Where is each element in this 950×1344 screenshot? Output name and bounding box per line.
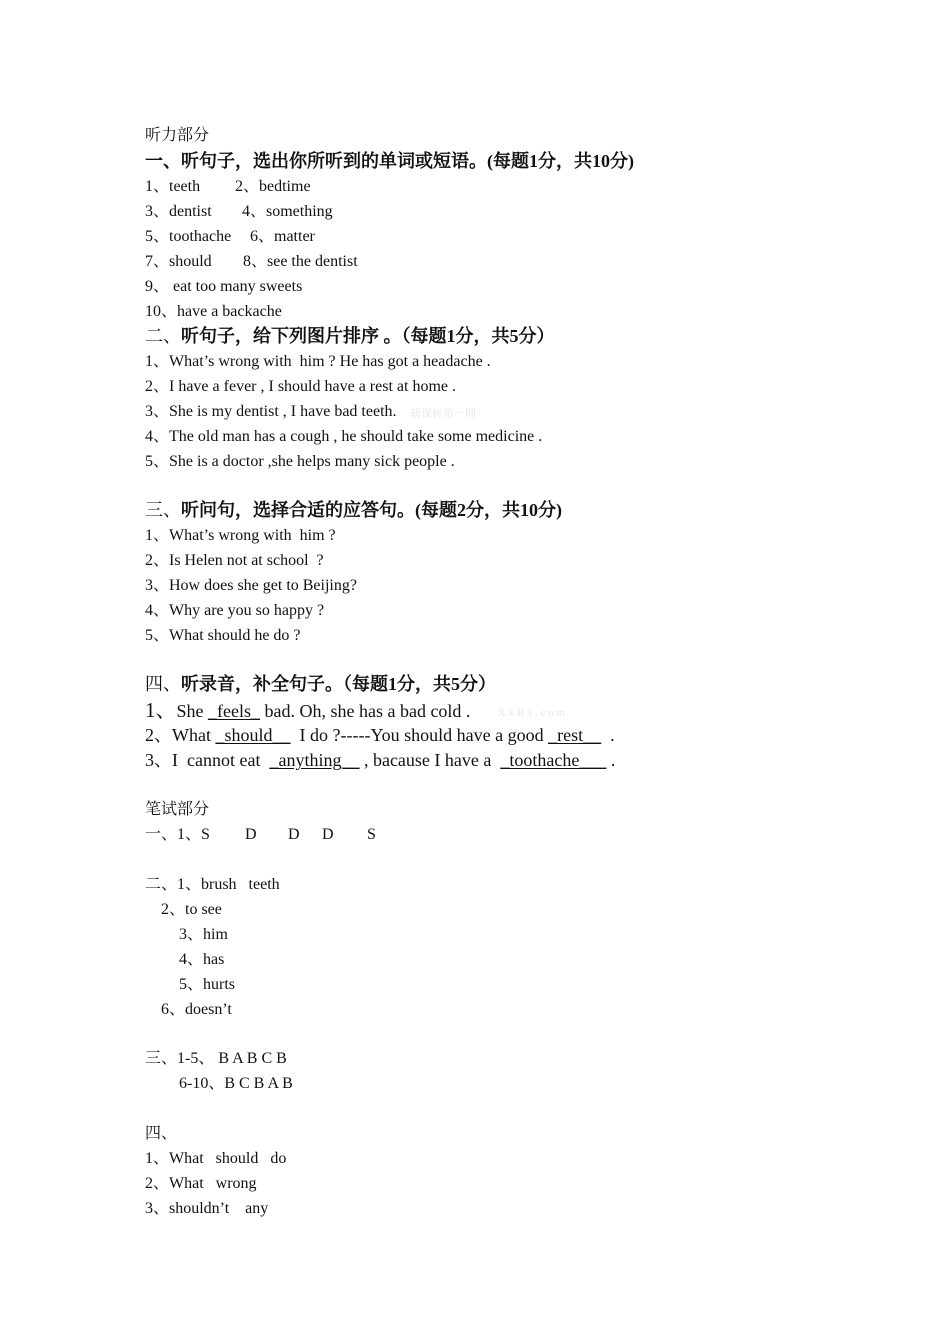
s4-q3-text-c: .: [606, 750, 616, 770]
s1-item-9: 9、 eat too many sweets: [145, 278, 303, 295]
w2-item-3: 3、him: [179, 926, 228, 943]
section4-heading-text: 听录音，补全句子。（每题1分，共5分）: [181, 674, 496, 694]
s4-q2-answer-blank-1: _should__: [215, 725, 291, 745]
s4-question-1: [145, 699, 470, 722]
s1-row-4: [145, 252, 358, 272]
s2-item-5: 5、She is a doctor ,she helps many sick people .: [145, 453, 455, 470]
w4-label: 四、: [145, 1125, 178, 1142]
w3-line-1: 三、1-5、 B A B C B: [145, 1050, 287, 1067]
watermark-url: X k B 1 . c o m: [498, 707, 566, 719]
w2-item-5: 5、hurts: [179, 976, 236, 993]
section1-heading: [145, 150, 634, 172]
s1-item-4: 4、something: [242, 203, 333, 220]
s4-question-2: [145, 724, 615, 746]
listening-title: 听力部分: [145, 127, 210, 144]
s4-q3-answer-blank-2: _toothache___: [500, 750, 607, 770]
w2-item-2: 2、to see: [161, 901, 222, 918]
s2-item-4: 4、The old man has a cough , he should take some medicine .: [145, 428, 543, 445]
w1-answer-1: 一、1、S: [145, 826, 210, 843]
w4-item-2: 2、What wrong: [145, 1175, 257, 1192]
s4-q2-text-a: What: [172, 725, 216, 745]
section2-heading: [145, 325, 555, 347]
s2-item-3: 3、She is my dentist , I have bad teeth.: [145, 403, 397, 420]
w1-answer-4: D: [322, 826, 334, 843]
w2-item-1: 二、1、brush teeth: [145, 876, 280, 893]
s2-item-1: 1、What’s wrong with him ? He has got a headache .: [145, 353, 491, 370]
s3-item-1: 1、What’s wrong with him ?: [145, 527, 336, 544]
s1-item-8: 8、see the dentist: [243, 253, 358, 270]
w4-item-3: 3、shouldn’t any: [145, 1200, 269, 1217]
s3-item-3: 3、How does she get to Beijing?: [145, 577, 357, 594]
section2-heading-num: 二、: [145, 326, 181, 346]
w4-item-1: 1、What should do: [145, 1150, 287, 1167]
s3-item-2: 2、Is Helen not at school ?: [145, 552, 324, 569]
s1-item-7: 7、should: [145, 253, 212, 270]
section3-heading-num: 三、: [145, 500, 181, 520]
s1-row-2: [145, 202, 333, 222]
s1-row-3: [145, 227, 315, 247]
s1-row-1: [145, 177, 311, 197]
section3-heading: [145, 499, 562, 521]
s1-item-2: 2、bedtime: [235, 178, 311, 195]
s1-item-1: 1、teeth: [145, 178, 201, 195]
s4-q3-text-a: I cannot eat: [172, 750, 270, 770]
section1-heading-text: 听句子，选出你所听到的单词或短语。(每题1分，共10分): [181, 151, 634, 171]
s4-q3-num: 3、: [145, 750, 172, 770]
section2-heading-text: 听句子，给下列图片排序 。（每题1分，共5分）: [181, 326, 555, 346]
s4-q2-answer-blank-2: _rest__: [548, 725, 602, 745]
s4-question-3: [145, 749, 615, 771]
s4-q2-text-b: I do ?-----You should have a good: [290, 725, 549, 745]
s4-q3-text-b: , bacause I have a: [359, 750, 501, 770]
section4-heading-num: 四、: [145, 674, 181, 694]
s4-q2-text-c: .: [601, 725, 615, 745]
w2-item-6: 6、doesn’t: [161, 1001, 232, 1018]
s4-q2-num: 2、: [145, 725, 172, 745]
section4-heading: [145, 673, 496, 695]
s3-item-4: 4、Why are you so happy ?: [145, 602, 325, 619]
section1-heading-num: 一、: [145, 151, 181, 171]
s4-q1-answer-blank: _feels_: [208, 701, 260, 721]
written-title: 笔试部分: [145, 801, 210, 818]
section3-heading-text: 听问句，选择合适的应答句。(每题2分，共10分): [181, 500, 562, 520]
w1-answer-3: D: [288, 826, 300, 843]
s4-q1-text-b: bad. Oh, she has a bad cold .: [259, 701, 471, 721]
s2-item-2: 2、I have a fever , I should have a rest at home .: [145, 378, 456, 395]
w1-answer-2: D: [245, 826, 257, 843]
s1-item-6: 6、matter: [250, 228, 315, 245]
s3-item-5: 5、What should he do ?: [145, 627, 301, 644]
s1-item-5: 5、toothache: [145, 228, 232, 245]
s1-item-10: 10、have a backache: [145, 303, 282, 320]
s4-q1-num: 1、: [145, 698, 177, 722]
s1-item-3: 3、dentist: [145, 203, 212, 220]
w1-answers: [145, 825, 407, 845]
w2-item-4: 4、has: [179, 951, 225, 968]
w1-answer-5: S: [367, 826, 376, 843]
w3-line-2: 6-10、B C B A B: [179, 1075, 293, 1092]
s4-q1-text-a: She: [176, 701, 208, 721]
watermark-text: 新课标第一网: [410, 408, 476, 420]
s4-q3-answer-blank-1: _anything__: [269, 750, 360, 770]
